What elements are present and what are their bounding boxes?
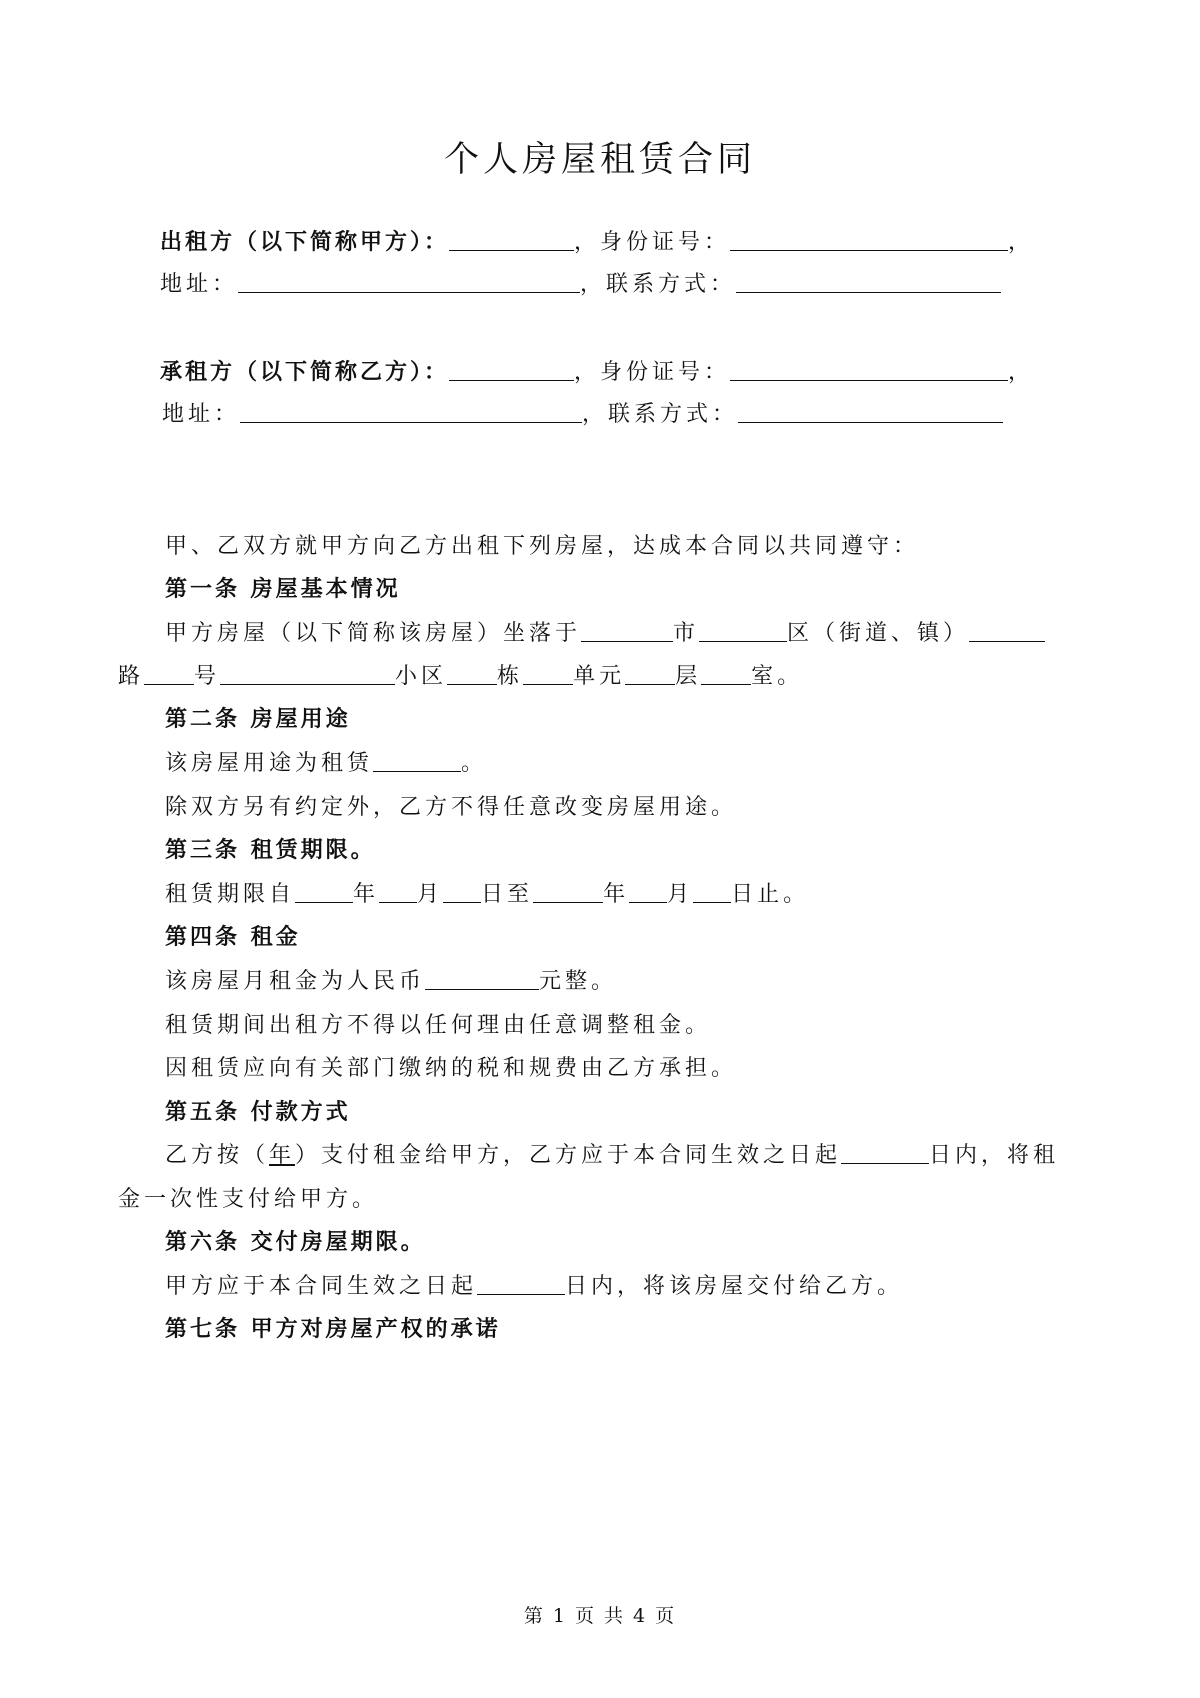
lessee-end-comma: ，: [1008, 360, 1035, 385]
rent-amount-blank[interactable]: [425, 967, 539, 990]
start-year-blank[interactable]: [295, 880, 353, 903]
payment-days-blank[interactable]: [841, 1141, 929, 1164]
lessee-contact-label: ，联系方式：: [582, 402, 739, 427]
art1-text-community: 小区: [395, 664, 448, 689]
community-blank[interactable]: [447, 662, 497, 685]
art6-text-b: 日内，将该房屋交付给乙方。: [565, 1274, 904, 1299]
lessee-address-blank[interactable]: [240, 400, 582, 423]
article-4-line-1: [165, 967, 617, 997]
article-1-line-1: [165, 619, 1045, 649]
art5-text-c: ）支付租金给甲方，乙方应于本合同生效之日起: [295, 1143, 842, 1168]
document-title: 个人房屋租赁合同: [443, 140, 756, 180]
lessor-name-blank[interactable]: [449, 228, 574, 251]
art5-text-d: 日内，将租: [929, 1143, 1060, 1168]
art2-text-b: 。: [461, 751, 488, 776]
article-2-line-2: 除双方另有约定外，乙方不得任意改变房屋用途。: [165, 795, 738, 820]
art1-text-a: 甲方房屋（以下简称该房屋）坐落于: [165, 621, 582, 646]
lessor-id-blank[interactable]: [730, 228, 1008, 251]
lessor-end-comma: ，: [1008, 230, 1035, 255]
art1-text-b: 市: [673, 621, 700, 646]
article-7-heading: 第七条 甲方对房屋产权的承诺: [165, 1317, 501, 1342]
lessor-address-line: [160, 270, 1001, 300]
street-blank[interactable]: [969, 619, 1045, 642]
floor-blank[interactable]: [701, 662, 751, 685]
article-4-line-2: 租赁期间出租方不得以任何理由任意调整租金。: [165, 1013, 712, 1038]
article-6-heading: 第六条 交付房屋期限。: [165, 1230, 426, 1255]
end-month-blank[interactable]: [629, 880, 667, 903]
art3-text-e: 年: [603, 882, 630, 907]
unit-blank[interactable]: [625, 662, 675, 685]
end-day-blank[interactable]: [693, 880, 731, 903]
article-2-line-1: [165, 749, 487, 779]
lessor-contact-label: ，联系方式：: [580, 272, 737, 297]
art4-text-a: 该房屋月租金为人民币: [165, 969, 426, 994]
article-6-line-1: [165, 1272, 903, 1302]
art1-text-unit: 单元: [573, 664, 626, 689]
purpose-blank[interactable]: [373, 749, 461, 772]
art3-text-c: 月: [417, 882, 444, 907]
lessor-address-blank[interactable]: [238, 270, 580, 293]
art1-text-number: 号: [194, 664, 221, 689]
payment-period-value: 年: [269, 1143, 296, 1168]
lessor-line: [160, 228, 1034, 258]
lessee-address-label: 地址：: [162, 402, 241, 427]
article-5-line-1: [165, 1141, 1059, 1171]
district-blank[interactable]: [699, 619, 787, 642]
start-month-blank[interactable]: [379, 880, 417, 903]
lessee-line: [160, 358, 1034, 388]
art3-text-d: 日至: [481, 882, 534, 907]
article-5-line-2: 金一次性支付给甲方。: [118, 1187, 379, 1212]
lessee-address-line: [162, 400, 1003, 430]
lessee-id-label: ，身份证号：: [574, 360, 731, 385]
art3-text-f: 月: [667, 882, 694, 907]
page-number-footer: 第 1 页 共 4 页: [523, 1605, 677, 1627]
article-2-heading: 第二条 房屋用途: [165, 707, 351, 732]
road-blank[interactable]: [144, 662, 194, 685]
handover-days-blank[interactable]: [477, 1272, 565, 1295]
article-1-line-2: [118, 662, 803, 692]
intro-paragraph: 甲、乙双方就甲方向乙方出租下列房屋，达成本合同以共同遵守：: [165, 534, 920, 559]
art3-text-g: 日止。: [731, 882, 810, 907]
art1-text-c: 区（街道、镇）: [787, 621, 970, 646]
lessor-contact-blank[interactable]: [736, 270, 1001, 293]
art3-text-a: 租赁期限自: [165, 882, 296, 907]
lessee-name-blank[interactable]: [449, 358, 574, 381]
number-blank[interactable]: [220, 662, 395, 685]
art2-text-a: 该房屋用途为租赁: [165, 751, 374, 776]
article-1-heading: 第一条 房屋基本情况: [165, 577, 401, 602]
lessee-id-blank[interactable]: [730, 358, 1008, 381]
end-year-blank[interactable]: [533, 880, 603, 903]
city-blank[interactable]: [581, 619, 673, 642]
lessor-label: 出租方（以下简称甲方）：: [160, 230, 450, 255]
art6-text-a: 甲方应于本合同生效之日起: [165, 1274, 478, 1299]
article-4-heading: 第四条 租金: [165, 925, 301, 950]
art1-text-floor: 层: [675, 664, 702, 689]
article-4-line-3: 因租赁应向有关部门缴纳的税和规费由乙方承担。: [165, 1056, 738, 1081]
article-3-line-1: [165, 880, 809, 910]
art3-text-b: 年: [353, 882, 380, 907]
art1-text-building: 栋: [497, 664, 524, 689]
lessee-contact-blank[interactable]: [738, 400, 1003, 423]
lessor-address-label: 地址：: [160, 272, 239, 297]
lessee-label: 承租方（以下简称乙方）：: [160, 360, 450, 385]
art1-text-road: 路: [118, 664, 145, 689]
art1-text-room: 室。: [751, 664, 804, 689]
article-5-heading: 第五条 付款方式: [165, 1100, 351, 1125]
article-3-heading: 第三条 租赁期限。: [165, 838, 376, 863]
art4-text-b: 元整。: [539, 969, 618, 994]
lessor-id-label: ，身份证号：: [574, 230, 731, 255]
art5-text-a: 乙方按（: [165, 1143, 270, 1168]
building-blank[interactable]: [523, 662, 573, 685]
start-day-blank[interactable]: [443, 880, 481, 903]
